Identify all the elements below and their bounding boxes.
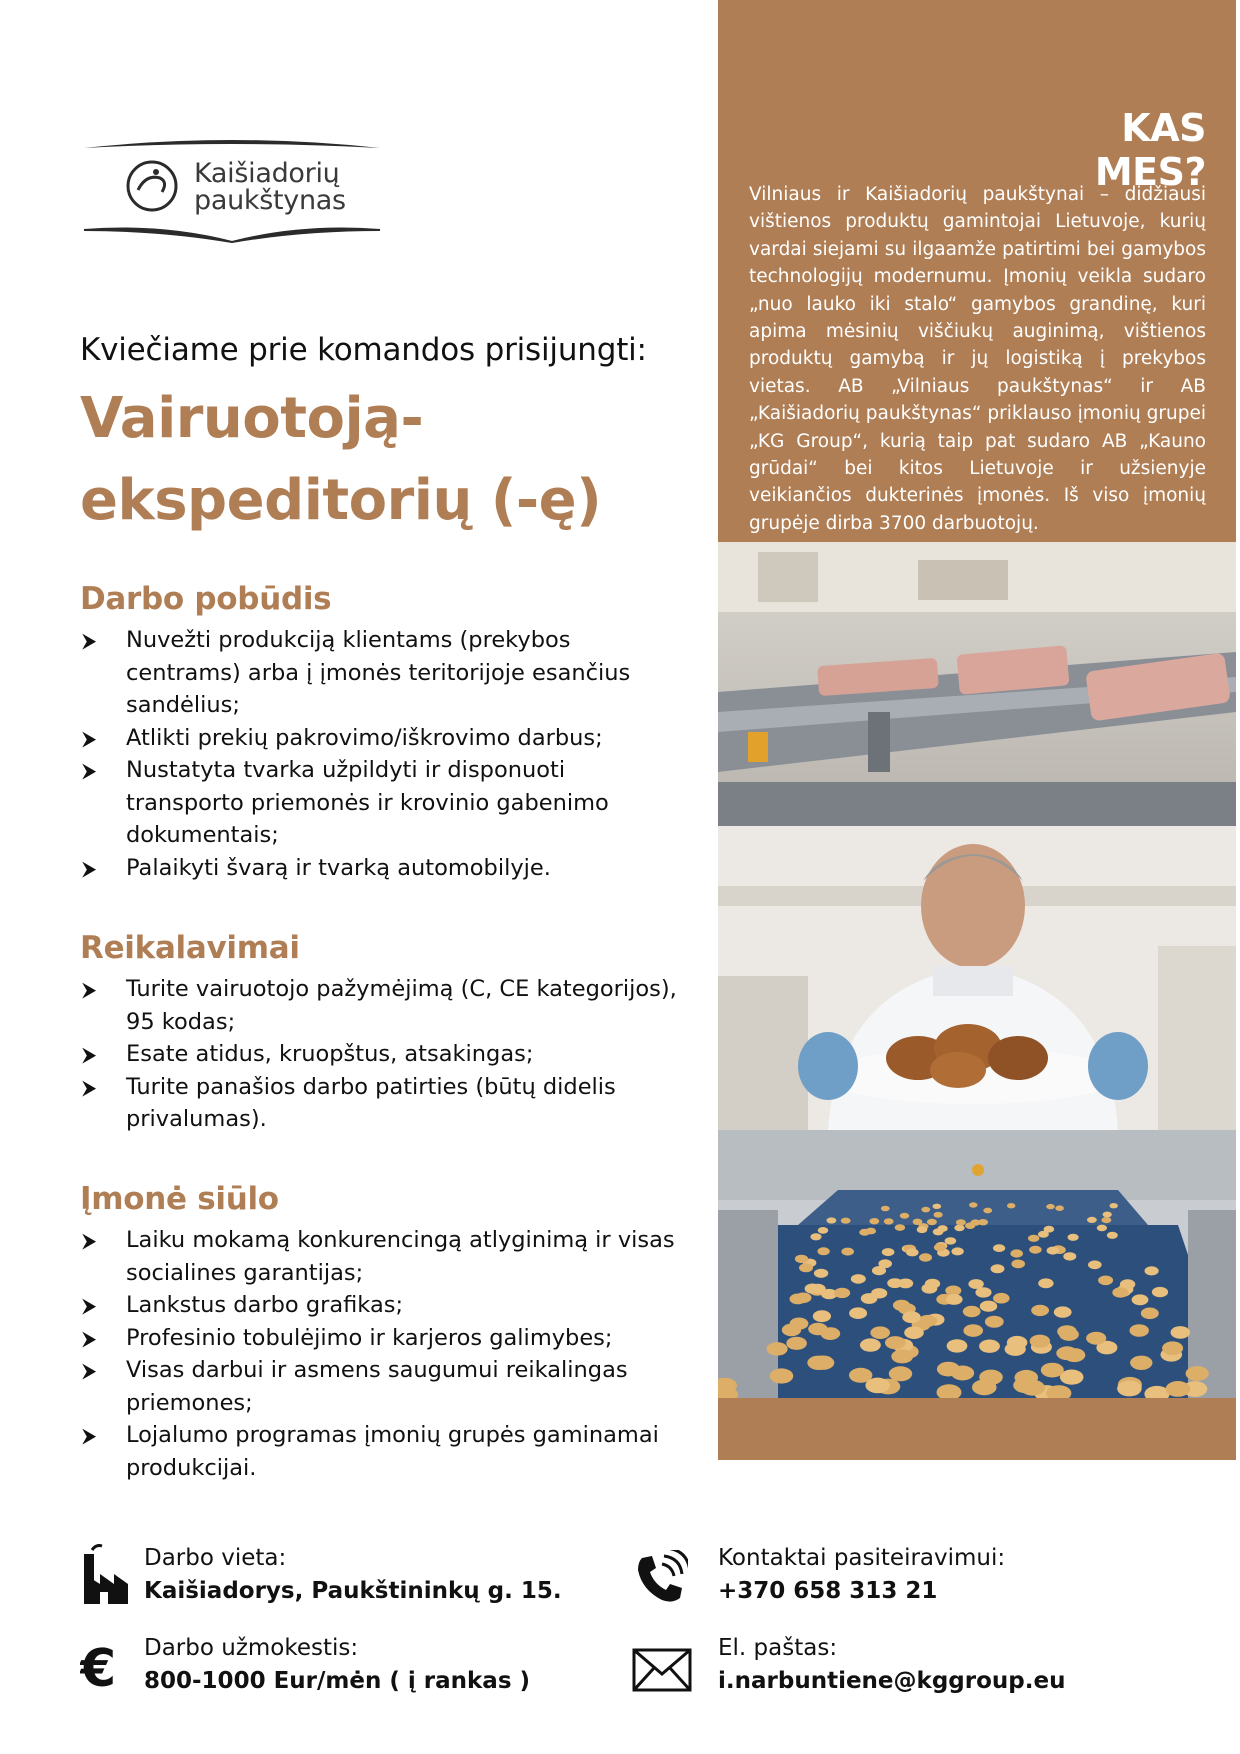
- nugget-shape: [870, 1326, 890, 1339]
- nugget-shape: [1171, 1326, 1191, 1339]
- nugget-shape: [1007, 1203, 1015, 1208]
- contacts-phone[interactable]: +370 658 313 21: [718, 1578, 938, 1604]
- nugget-shape: [904, 1326, 924, 1339]
- nugget-shape: [1005, 1342, 1026, 1356]
- nugget-shape: [1031, 1305, 1049, 1316]
- contacts-label: Kontaktai pasiteiravimui:: [718, 1545, 1006, 1571]
- work-location-label: Darbo vieta:: [144, 1545, 287, 1571]
- nugget-shape: [927, 1219, 937, 1225]
- factory-icon: [78, 1544, 130, 1606]
- nugget-shape: [893, 1300, 910, 1311]
- nugget-shape: [1130, 1324, 1149, 1337]
- nugget-shape: [1057, 1325, 1077, 1338]
- nugget-shape: [946, 1294, 963, 1305]
- list-item-text: Laiku mokamą konkurencingą atlyginimą ir visas socialines garantijas;: [126, 1227, 675, 1286]
- photo-production-line: [718, 542, 1236, 826]
- list-item-text: Palaikyti švarą ir tvarką automobilyje.: [126, 854, 551, 881]
- nugget-shape: [1110, 1203, 1118, 1208]
- nugget-shape: [1098, 1276, 1113, 1286]
- nugget-shape: [1010, 1249, 1023, 1257]
- nugget-shape: [1029, 1246, 1041, 1254]
- list-item-text: Turite vairuotojo pažymėjimą (C, CE kategorijos), 95 kodas;: [126, 976, 677, 1035]
- nugget-shape: [934, 1212, 943, 1218]
- nugget-shape: [1102, 1217, 1112, 1223]
- nugget-shape: [871, 1288, 887, 1298]
- nugget-shape: [869, 1218, 879, 1224]
- euro-icon: [80, 1640, 124, 1694]
- nugget-shape: [1117, 1381, 1142, 1397]
- nugget-shape: [963, 1324, 983, 1337]
- nugget-shape: [860, 1338, 881, 1351]
- section-job-description: [80, 578, 680, 884]
- nugget-shape: [945, 1237, 957, 1244]
- bullet-list: [80, 624, 680, 884]
- nugget-shape: [1044, 1226, 1055, 1233]
- job-title-line-1: Vairuotoją-: [80, 386, 424, 451]
- nugget-shape: [983, 1208, 992, 1214]
- nugget-shape: [1054, 1306, 1072, 1317]
- list-item: [80, 1289, 680, 1322]
- logo-wordmark: [194, 160, 346, 214]
- contacts: [718, 1542, 1005, 1608]
- nugget-shape: [810, 1233, 821, 1240]
- envelope-icon: [632, 1648, 692, 1692]
- list-item: [80, 754, 680, 852]
- list-item: [80, 1038, 680, 1071]
- nugget-shape: [1011, 1260, 1025, 1269]
- nugget-shape: [1186, 1366, 1209, 1381]
- nugget-shape: [865, 1378, 889, 1394]
- nugget-shape: [1103, 1212, 1112, 1218]
- list-item: [80, 624, 680, 722]
- nugget-shape: [767, 1342, 788, 1356]
- list-item-text: Profesinio tobulėjimo ir karjeros galimybes;: [126, 1324, 613, 1351]
- photo-nuggets-conveyor: [718, 1130, 1236, 1398]
- nugget-shape: [818, 1227, 829, 1234]
- nugget-shape: [956, 1219, 966, 1225]
- arrow-bullet-icon: ⮞: [82, 1042, 97, 1066]
- arrow-bullet-icon: ⮞: [82, 758, 97, 782]
- work-location: [144, 1542, 562, 1608]
- nugget-shape: [1152, 1287, 1168, 1297]
- about-body: Vilniaus ir Kaišiadorių paukštynai – didžiausi vištienos produktų gamintojai Lietuvoje, kurių vardai siejami su ilgaamže patirtimi bei gamybos technologijų modernumu. Įmonių veikla sudaro „nuo lauko iki stalo“ gamybos grandinę, kuri apima mėsinių viščiukų auginimą, vištienos produktų gamybą ir jų logistiką į prekybos vietas. AB „Vilniaus paukštynas“ ir AB „Kaišiadorių paukštynas“ priklauso įmonių grupei „KG Group“, kurią taip pat sudaro AB „Kauno grūdai“ bei kitos Lietuvoje ir užsienyje veikiančios dukterinės įmonės. Iš viso įmonių grupėje dirba 3700 darbuotojų.: [749, 184, 1206, 534]
- nugget-shape: [1166, 1381, 1191, 1397]
- svg-text:€: €: [80, 1640, 117, 1694]
- nugget-shape: [881, 1206, 890, 1212]
- email: [718, 1632, 1065, 1698]
- list-item-text: Atlikti prekių pakrovimo/iškrovimo darbus;: [126, 724, 603, 751]
- logo-line-2: paukštynas: [194, 185, 346, 216]
- nugget-shape: [902, 1311, 920, 1323]
- list-item-text: Esate atidus, kruopštus, atsakingas;: [126, 1041, 534, 1067]
- section-company-offers: [80, 1178, 680, 1484]
- nugget-shape: [820, 1327, 840, 1340]
- arrow-bullet-icon: ⮞: [82, 725, 97, 750]
- section-heading: Įmonė siūlo: [80, 1181, 279, 1217]
- job-title-line-2: ekspeditorių (-ę): [80, 468, 602, 533]
- nugget-shape: [1112, 1287, 1128, 1297]
- nugget-shape: [795, 1255, 808, 1263]
- nugget-shape: [1030, 1335, 1050, 1348]
- nugget-shape: [969, 1202, 977, 1207]
- salary-value: 800-1000 Eur/mėn ( į rankas ): [144, 1668, 531, 1694]
- nugget-shape: [885, 1336, 906, 1349]
- email-label: El. paštas:: [718, 1635, 838, 1661]
- nugget-shape: [1162, 1341, 1183, 1355]
- nugget-shape: [1132, 1294, 1149, 1305]
- nugget-shape: [1056, 1346, 1078, 1360]
- nugget-shape: [937, 1362, 960, 1377]
- nugget-shape: [1141, 1308, 1159, 1320]
- list-item: [80, 1224, 680, 1289]
- list-item: [80, 1419, 680, 1484]
- nugget-shape: [1038, 1278, 1053, 1288]
- nugget-shape: [841, 1248, 854, 1256]
- phone-icon: [632, 1550, 688, 1606]
- list-item-text: Nuvežti produkciją klientams (prekybos centrams) arba į įmonės teritorijoje esančius sandėlius;: [126, 627, 631, 718]
- nugget-shape: [991, 1264, 1005, 1273]
- about-title: KAS MES?: [1094, 106, 1206, 194]
- nugget-shape: [933, 1204, 942, 1209]
- nugget-shape: [963, 1306, 981, 1317]
- list-item: [80, 973, 680, 1038]
- nugget-shape: [979, 1340, 1000, 1353]
- arrow-bullet-icon: ⮞: [82, 1423, 97, 1447]
- nugget-shape: [786, 1337, 807, 1350]
- job-title: [80, 378, 680, 542]
- nugget-shape: [1068, 1234, 1079, 1241]
- nugget-shape: [947, 1339, 968, 1352]
- nugget-shape: [1047, 1247, 1059, 1255]
- nugget-shape: [972, 1379, 997, 1395]
- list-item: [80, 852, 680, 885]
- section-requirements: [80, 927, 680, 1136]
- nugget-shape: [1028, 1235, 1039, 1242]
- nugget-shape: [834, 1288, 850, 1298]
- nugget-shape: [878, 1259, 892, 1268]
- company-logo: [82, 138, 382, 250]
- list-item-text: Turite panašios darbo patirties (būtų didelis privalumas).: [126, 1073, 616, 1132]
- nugget-shape: [790, 1318, 809, 1330]
- nugget-shape: [813, 1310, 831, 1322]
- work-location-value: Kaišiadorys, Paukštininkų g. 15.: [144, 1578, 562, 1604]
- nugget-shape: [921, 1207, 930, 1213]
- section-heading: Reikalavimai: [80, 930, 300, 966]
- nugget-shape: [993, 1293, 1010, 1304]
- arrow-bullet-icon: ⮞: [82, 1074, 97, 1099]
- nugget-shape: [954, 1225, 964, 1232]
- nugget-shape: [1063, 1252, 1076, 1260]
- nugget-shape: [1145, 1266, 1159, 1275]
- list-item: [80, 1354, 680, 1419]
- nugget-shape: [851, 1274, 866, 1284]
- nugget-shape: [889, 1366, 912, 1381]
- nugget-shape: [951, 1247, 963, 1255]
- nugget-shape: [1041, 1363, 1064, 1378]
- nugget-shape: [805, 1284, 821, 1294]
- nugget-shape: [917, 1226, 928, 1233]
- list-item: [80, 722, 680, 755]
- nugget-shape: [841, 1218, 851, 1224]
- nugget-shape: [859, 1229, 870, 1236]
- arrow-bullet-icon: ⮞: [82, 1293, 97, 1317]
- nugget-shape: [795, 1293, 812, 1304]
- nugget-shape: [919, 1253, 932, 1261]
- intro-text: Kviečiame prie komandos prisijungti:: [80, 332, 647, 368]
- nugget-shape: [975, 1287, 991, 1297]
- nugget-shape: [1013, 1378, 1037, 1394]
- list-item-text: Lojalumo programas įmonių grupės gaminamai produkcijai.: [126, 1422, 659, 1481]
- arrow-bullet-icon: ⮞: [82, 628, 97, 652]
- nugget-shape: [849, 1307, 867, 1319]
- nugget-shape: [980, 1301, 997, 1312]
- salary: [144, 1632, 530, 1698]
- nugget-shape: [1046, 1204, 1055, 1209]
- nugget-shape: [1086, 1332, 1106, 1345]
- list-item: [80, 1322, 680, 1355]
- nugget-shape: [799, 1263, 813, 1272]
- list-item-text: Nustatyta tvarka užpildyti ir disponuoti transporto priemonės ir krovinio gabenimo dokumentais;: [126, 757, 609, 848]
- bullet-list: [80, 1224, 680, 1484]
- list-item-text: Visas darbui ir asmens saugumui reikalingas priemones;: [126, 1357, 628, 1416]
- nugget-shape: [925, 1279, 940, 1289]
- nugget-shape: [1130, 1356, 1152, 1370]
- arrow-bullet-icon: ⮞: [82, 977, 97, 1001]
- nugget-shape: [985, 1316, 1004, 1328]
- arrow-bullet-icon: ⮞: [82, 1325, 97, 1350]
- nugget-shape: [891, 1349, 913, 1363]
- nugget-shape: [906, 1248, 919, 1256]
- email-address[interactable]: i.narbuntiene@kggroup.eu: [718, 1668, 1066, 1694]
- nugget-shape: [1087, 1217, 1097, 1223]
- section-heading: Darbo pobūdis: [80, 581, 332, 617]
- arrow-bullet-icon: ⮞: [82, 1358, 97, 1382]
- nugget-shape: [817, 1247, 829, 1255]
- nugget-shape: [898, 1279, 913, 1289]
- nugget-shape: [933, 1228, 944, 1235]
- nugget-shape: [814, 1269, 828, 1278]
- nugget-shape: [970, 1219, 980, 1225]
- nugget-shape: [1097, 1225, 1107, 1232]
- nugget-shape: [812, 1356, 834, 1370]
- nugget-shape: [884, 1218, 894, 1224]
- nugget-shape: [1055, 1205, 1064, 1211]
- nugget-shape: [1107, 1232, 1118, 1239]
- logo-line-1: Kaišiadorių: [194, 158, 340, 189]
- nugget-shape: [827, 1217, 837, 1223]
- nugget-shape: [770, 1368, 794, 1383]
- photo-worker-with-chicken: [718, 826, 1236, 1130]
- nugget-shape: [934, 1244, 946, 1252]
- list-item-text: Lankstus darbo grafikas;: [126, 1292, 404, 1318]
- bullet-list: [80, 973, 680, 1136]
- nugget-shape: [882, 1248, 895, 1256]
- arrow-bullet-icon: ⮞: [82, 855, 97, 880]
- arrow-bullet-icon: ⮞: [82, 1228, 97, 1252]
- salary-label: Darbo užmokestis:: [144, 1635, 359, 1661]
- nugget-shape: [900, 1213, 909, 1219]
- list-item: [80, 1071, 680, 1136]
- nugget-shape: [895, 1224, 905, 1231]
- nugget-shape: [1088, 1260, 1102, 1269]
- nugget-shape: [993, 1244, 1005, 1252]
